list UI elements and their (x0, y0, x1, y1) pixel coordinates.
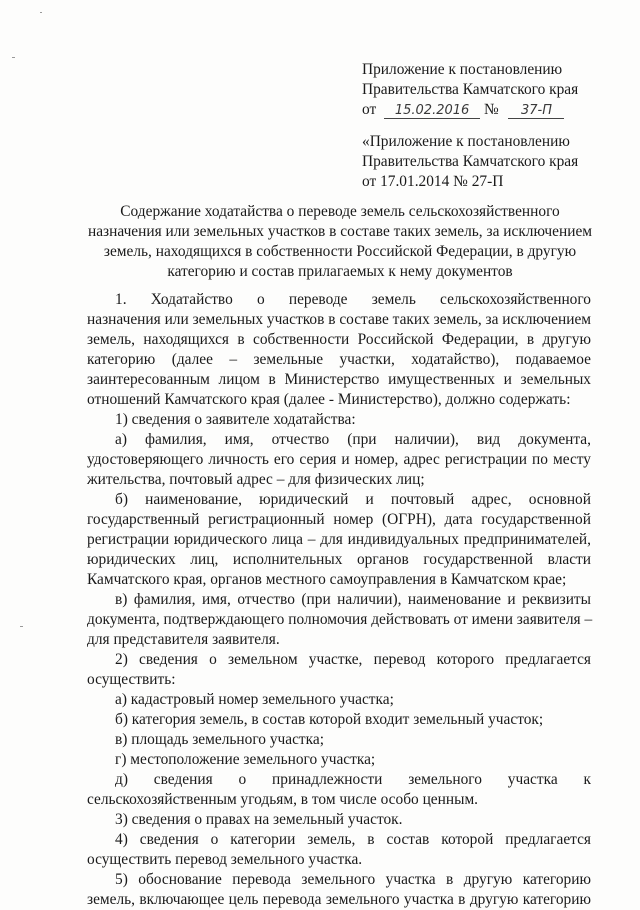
body-line: осуществить перевод земельного участка. (87, 851, 363, 868)
body-line: 1. Ходатайство о переводе земель сельскохозяйственного (115, 291, 591, 308)
body-line: б) наименование, юридический и почтовый адрес, основной (115, 491, 591, 508)
body-line: земель, включающее цель перевода земельного участка в другую категорию (87, 891, 591, 908)
document-title (80, 202, 600, 282)
body-line: земель, находящихся в собственности Российской Федерации, в другую (87, 331, 591, 348)
attachment-date-line (362, 100, 612, 120)
body-line: юридических лиц, исполнительных органов государственной власти (87, 551, 591, 568)
number-label: № (483, 101, 499, 118)
body-line: назначения или земельных участков в составе таких земель, за исключением (87, 311, 592, 328)
attachment-header-previous (362, 132, 612, 192)
scan-speck (40, 12, 42, 13)
attachment-line: «Приложение к постановлению (362, 133, 570, 150)
body-line: 3) сведения о правах на земельный участок. (115, 811, 403, 828)
body-line: заинтересованным лицом в Министерство имущественных и земельных (87, 371, 591, 388)
body-line: в) фамилия, имя, отчество (при наличии), наименование и реквизиты (115, 591, 591, 608)
title-line: земель, находящихся в собственности Российской Федерации, в другую (103, 243, 577, 260)
attachment-line: Приложение к постановлению (362, 61, 563, 78)
body-line: 2) сведения о земельном участке, перевод которого предлагается (115, 651, 591, 668)
scan-speck (20, 626, 23, 627)
body-line: жительства, почтовый адрес – для физических лиц; (87, 471, 425, 488)
body-line: а) кадастровый номер земельного участка; (115, 691, 394, 708)
from-label: от (362, 101, 377, 118)
body-line: государственный регистрационный номер (ОГРН), дата государственной (87, 511, 591, 528)
attachment-line: от 17.01.2014 № 27-П (362, 173, 504, 190)
body-line: регистрации юридического лица – для индивидуальных предпринимателей, (87, 531, 591, 548)
body-line: а) фамилия, имя, отчество (при наличии), вид документа, (115, 431, 591, 448)
body-line: сельскохозяйственным угодьям, в том числе особо ценным. (87, 791, 479, 808)
title-line: категорию и состав прилагаемых к нему документов (167, 263, 513, 280)
body-line: 1) сведения о заявителе ходатайства: (115, 411, 356, 428)
body-line: Камчатского края, органов местного самоуправления в Камчатском крае; (87, 571, 567, 588)
handwritten-number: 37-П (508, 103, 564, 119)
body-line: осуществить: (87, 671, 176, 688)
scan-speck (12, 57, 15, 58)
body-line: д) сведения о принадлежности земельного участка к (115, 771, 591, 788)
body-line: удостоверяющего личность его серия и номер, адрес регистрации по месту (87, 451, 591, 468)
body-line: отношений Камчатского края (далее - Министерство), должно содержать: (87, 391, 571, 408)
body-line: б) категория земель, в состав которой входит земельный участок; (115, 711, 544, 728)
body-line: г) местоположение земельного участка; (115, 751, 376, 768)
body-line: 5) обоснование перевода земельного участка в другую категорию (115, 871, 591, 888)
body-line: 4) сведения о категории земель, в состав которой предлагается (115, 831, 591, 848)
title-line: назначения или земельных участков в составе таких земель, за исключением (87, 223, 593, 240)
body-line: в) площадь земельного участка; (115, 731, 324, 748)
title-line: Содержание ходатайства о переводе земель сельскохозяйственного (120, 203, 560, 220)
body-line: категорию (далее – земельные участки, ходатайство), подаваемое (87, 351, 591, 368)
body-line: для представителя заявителя. (87, 631, 280, 648)
attachment-line: Правительства Камчатского края (362, 81, 579, 98)
attachment-header-current (362, 60, 612, 120)
handwritten-date: 15.02.2016 (384, 103, 480, 119)
body-line: документа, подтверждающего полномочия действовать от имени заявителя – (87, 611, 593, 628)
attachment-line: Правительства Камчатского края (362, 153, 579, 170)
document-body (87, 290, 591, 910)
